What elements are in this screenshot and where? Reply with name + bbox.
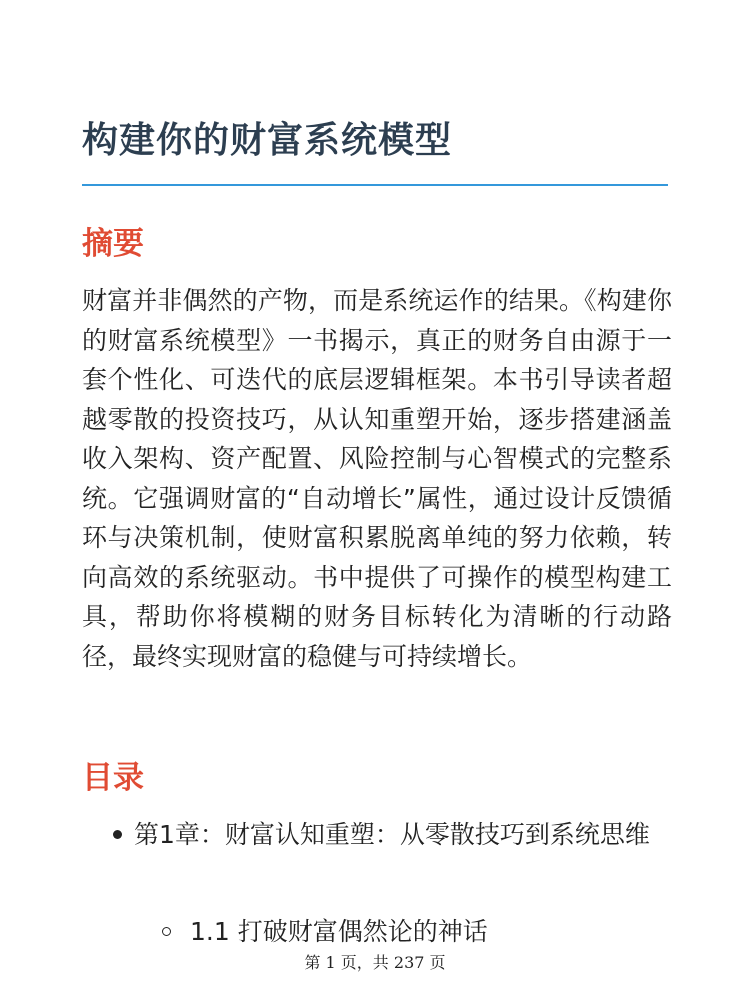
toc-chapter-label: 第1章：财富认知重塑：从零散技巧到系统思维	[134, 820, 650, 849]
table-of-contents	[82, 815, 672, 854]
document-title: 构建你的财富系统模型	[82, 120, 453, 161]
bullet-circle-icon	[162, 927, 171, 936]
bullet-disc-icon	[113, 830, 122, 839]
summary-heading: 摘要	[82, 226, 144, 262]
page-footer: 第 1 页，共 237 页	[304, 953, 446, 972]
summary-paragraph: 财富并非偶然的产物，而是系统运作的结果。《构建你的财富系统模型》一书揭示，真正的财务自由源于一套个性化、可迭代的底层逻辑框架。本书引导读者超越零散的投资技巧，从认知重塑开始，逐步搭建涵盖收入架构、资产配置、风险控制与心智模式的完整系统。它强调财富的“自动增长”属性，通过设计反馈循环与决策机制，使财富积累脱离单纯的努力依赖，转向高效的系统驱动。书中提供了可操作的模型构建工具，帮助你将模糊的财务目标转化为清晰的行动路径，最终实现财富的稳健与可持续增长。	[82, 286, 672, 671]
toc-heading: 目录	[82, 760, 144, 796]
toc-section-label: 1.1 打破财富偶然论的神话	[190, 917, 488, 946]
title-divider	[82, 184, 668, 186]
toc-section-item[interactable]	[162, 912, 488, 951]
toc-chapter-item[interactable]	[82, 815, 654, 854]
